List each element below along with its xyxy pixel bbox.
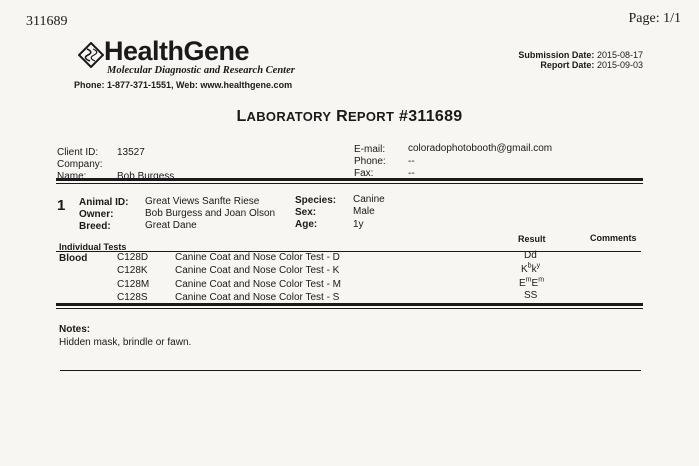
submission-date-label: Submission Date: bbox=[518, 50, 595, 60]
animal-number: 1 bbox=[57, 197, 66, 214]
report-number: #311689 bbox=[399, 108, 463, 125]
species-value: Canine bbox=[353, 194, 385, 205]
phone-label: Phone: bbox=[354, 156, 386, 167]
animal-id-value: Great Views Sanfte Riese bbox=[145, 196, 260, 207]
owner-value: Bob Burgess and Joan Olson bbox=[145, 208, 276, 219]
notes-label: Notes: bbox=[59, 324, 91, 335]
owner-label: Owner: bbox=[79, 209, 114, 220]
submission-date-value: 2015-08-17 bbox=[596, 50, 643, 60]
test-code: C128K bbox=[117, 265, 148, 276]
notes-text: Hidden mask, brindle or fawn. bbox=[59, 337, 192, 348]
breed-value: Great Dane bbox=[145, 220, 197, 231]
test-result: Dd bbox=[524, 250, 537, 261]
age-value: 1y bbox=[353, 219, 364, 230]
client-name-label: Name: bbox=[57, 171, 87, 182]
sex-value: Male bbox=[353, 206, 375, 217]
divider bbox=[56, 303, 643, 306]
test-name: Canine Coat and Nose Color Test - K bbox=[175, 265, 340, 276]
email-label: E-mail: bbox=[354, 144, 386, 155]
phone-value: -- bbox=[408, 156, 415, 167]
test-code: C128M bbox=[117, 279, 150, 290]
report-title: LABORATORY REPORT #311689 bbox=[236, 108, 463, 125]
age-label: Age: bbox=[295, 219, 318, 230]
species-label: Species: bbox=[295, 195, 337, 206]
result-header: Result bbox=[518, 234, 546, 244]
report-date-value: 2015-09-03 bbox=[596, 60, 643, 70]
divider bbox=[56, 178, 643, 181]
breed-label: Breed: bbox=[79, 221, 111, 232]
page-number: Page: 1/1 bbox=[628, 11, 681, 26]
divider bbox=[60, 370, 641, 371]
report-date-label: Report Date: bbox=[540, 60, 595, 70]
company-label: Company: bbox=[57, 159, 103, 170]
divider bbox=[56, 183, 643, 184]
test-name: Canine Coat and Nose Color Test - S bbox=[175, 292, 340, 303]
test-result: $E^mE^m$ bbox=[519, 276, 545, 289]
healthgene-logo-icon bbox=[78, 42, 104, 68]
sex-label: Sex: bbox=[295, 207, 317, 218]
test-name: Canine Coat and Nose Color Test - M bbox=[175, 279, 342, 290]
fax-label: Fax: bbox=[354, 168, 374, 179]
comments-header: Comments bbox=[590, 233, 637, 243]
sample-type: Blood bbox=[59, 253, 88, 264]
contact-line: Phone: 1-877-371-1551, Web: www.healthgene.com bbox=[74, 80, 293, 90]
document-id: 311689 bbox=[26, 14, 68, 29]
test-result: SS bbox=[524, 290, 538, 301]
test-result: $K^bk^y$ bbox=[521, 262, 541, 275]
logo-subtitle: Molecular Diagnostic and Research Center bbox=[107, 65, 295, 76]
test-code: C128S bbox=[117, 292, 148, 303]
client-id-label: Client ID: bbox=[57, 147, 99, 158]
email-value: coloradophotobooth@gmail.com bbox=[408, 143, 553, 154]
fax-value: -- bbox=[408, 168, 415, 179]
divider bbox=[56, 308, 643, 309]
report-dates bbox=[518, 50, 643, 70]
individual-tests-label: Individual Tests bbox=[59, 242, 127, 252]
test-name: Canine Coat and Nose Color Test - D bbox=[175, 252, 340, 263]
logo-name: HealthGene bbox=[104, 36, 250, 66]
client-id-value: 13527 bbox=[117, 147, 145, 158]
test-code: C128D bbox=[117, 252, 149, 263]
animal-id-label: Animal ID: bbox=[79, 197, 129, 208]
client-name-value: Bob Burgess bbox=[117, 171, 175, 182]
